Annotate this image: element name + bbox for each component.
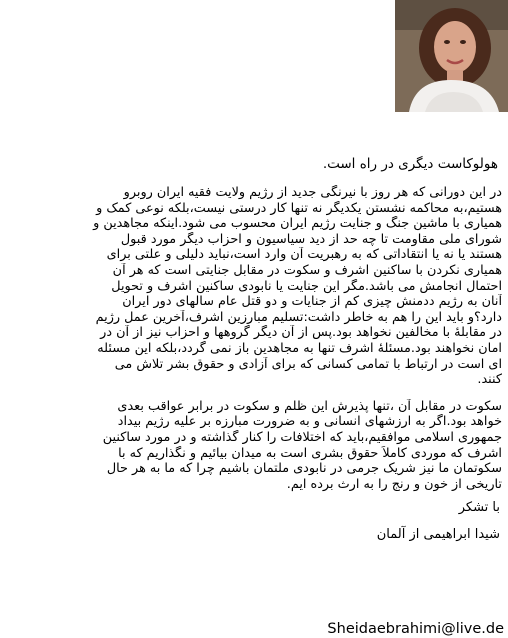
- author-email: Sheidaebrahimi@live.de: [327, 621, 504, 637]
- text-line: همیاری نکردن با ساکنین اشرف و سکوت در مقابل جنایتی است که هر آن: [112, 262, 502, 278]
- text-line: همیاری با ماشین جنگ و جنایت رژیم ایران محسوب می شود.اینکه مجاهدین و: [93, 216, 502, 232]
- text-line: اشرف که موردی کاملاً حقوق بشری است به میدان بیائیم و نگذاریم که با: [118, 445, 502, 461]
- article-title: هولوکاست دیگری در راه است.: [322, 156, 498, 172]
- text-line: آنان به رژیم ددمنش چیزی کم از جنایات و دو قتل عام سالهای دور ایران: [122, 294, 502, 310]
- article-paragraph-1: [0, 185, 508, 388]
- text-line: امان نخواهند بود.مسئلهٔ اشرف تنها به مجاهدین باز نمی گردد،بلکه این مسئله: [97, 340, 502, 356]
- text-line: شورای ملی مقاومت تا چه حد از دید سیاسیون و احزاب دیگر مورد قبول: [120, 231, 502, 247]
- author-name: شیدا ابراهیمی از آلمان: [376, 527, 500, 543]
- author-portrait-image: [395, 0, 508, 112]
- text-line: در مقابلهٔ با مخالفین نخواهد بود.پس از آن دیگر گروهها و احزاب نیز از آن در: [100, 325, 502, 341]
- text-line: دارد؟و باید این را هم به خاطر داشت:تسلیم مبارزین اشرف،آخرین عمل رژیم: [95, 309, 502, 325]
- text-line: هستیم،به محاکمه نشستن یکدیگر نه تنها کار درستی نیست،بلکه نوعی کمک و: [96, 200, 502, 216]
- text-line: سکوتمان ما نیز شریک جرمی در نابودی ملتمان باشیم چرا که ما به هر حال: [106, 461, 502, 477]
- closing-text: با تشکر: [458, 500, 500, 516]
- text-line: ای است در ارتباط با تمامی کسانی که برای آزادی و حقوق بشر تلاش می: [114, 356, 502, 372]
- text-line: تاریخی از خون و رنج را به ارث برده ایم.: [286, 476, 502, 492]
- text-line: احتمال انجامش می باشد.مگر این جنایت یا نابودی ساکنین اشرف و تحویل: [111, 278, 502, 294]
- text-line: در این دورانی که هر روز با نیرنگی جدید از رژیم ولایت فقیه ایران روبرو: [123, 185, 502, 200]
- text-line: خواهد بود.اگر به ارزشهای انسانی و به ضرورت مبارزه بر علیه رژیم بیداد: [117, 414, 502, 430]
- article-body: [0, 155, 508, 543]
- text-line: کنند.: [477, 372, 502, 388]
- text-line: سکوت در مقابل آن ،تنها پذیرش این ظلم و سکوت در برابر عواقب بعدی: [117, 398, 502, 414]
- author-photo: [395, 0, 508, 112]
- text-line: هستند یا نه یا انتقاداتی که به رهبریت آن وارد است،نباید دلیلی و علتی برای: [106, 247, 502, 263]
- text-line: جمهوری اسلامی موافقیم،باید که اختلافات را کنار گذاشته و در مورد ساکنین: [102, 429, 502, 445]
- article-paragraph-2: [0, 399, 508, 493]
